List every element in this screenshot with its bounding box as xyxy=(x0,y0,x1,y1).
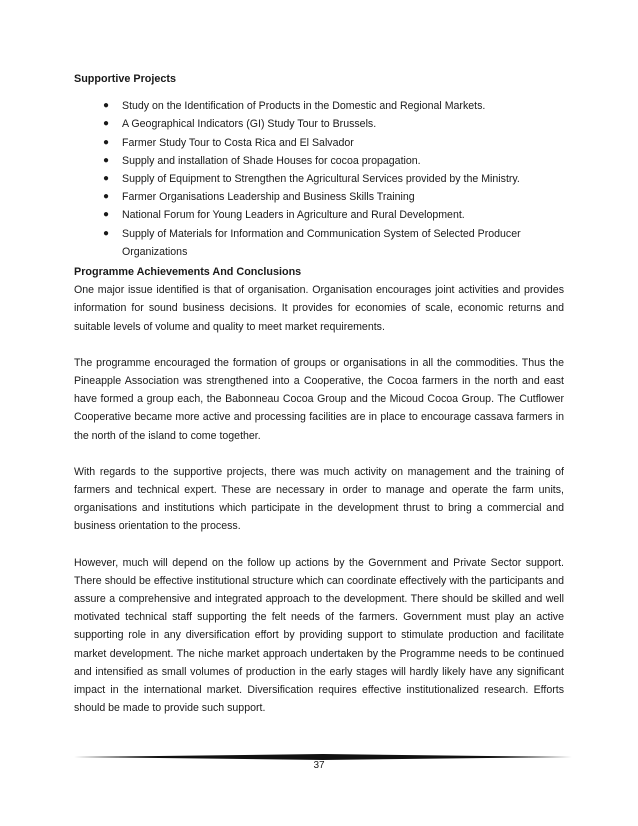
list-item xyxy=(103,170,564,188)
page-number: 37 xyxy=(313,760,325,771)
bullet-icon: ● xyxy=(103,209,110,221)
bullet-icon: ● xyxy=(103,154,110,166)
page-content xyxy=(74,70,564,736)
list-item-text: A Geographical Indicators (GI) Study Tour to Brussels. xyxy=(122,118,377,131)
paragraph-follow-up: However, much will depend on the follow up actions by the Government and Private Sector support. There should be effective institutional structure which can coordinate effectively with the participants and assure a comprehensive and integrated approach to the development. There should be skilled and well motivated technical staff supporting the felt needs of the farmers. Government must play an active supporting role in any diversification effort by providing support to stimulate production and facilitate market development. The niche market approach undertaken by the Programme needs to be continued and intensified as small volumes of production in the early stages will hardly likely have any significant impact in the international market. Diversification requires effective institutionalized research. Efforts should be made to provide such support. xyxy=(74,556,564,715)
list-item xyxy=(103,97,564,115)
programme-achievements-heading: Programme Achievements And Conclusions xyxy=(74,266,302,279)
list-item xyxy=(103,206,564,224)
bullet-icon: ● xyxy=(103,118,110,130)
list-item-text: Supply of Equipment to Strengthen the Agricultural Services provided by the Ministry. xyxy=(122,173,520,186)
list-item xyxy=(103,115,564,133)
list-item-text: Study on the Identification of Products in the Domestic and Regional Markets. xyxy=(122,100,486,113)
paragraph-supportive-projects: With regards to the supportive projects, there was much activity on management and the training of farmers and technical expert. These are necessary in order to manage and operate the farm units, organisations and institutions which participate in the development thrust to bring a commercial and business orientation to the process. xyxy=(74,465,564,533)
list-item xyxy=(103,188,564,206)
bullet-icon: ● xyxy=(103,227,110,239)
list-item-text: Supply of Materials for Information and Communication System of Selected Producer Organizations xyxy=(122,227,521,258)
list-item-text: Supply and installation of Shade Houses for cocoa propagation. xyxy=(122,154,421,167)
bullet-icon: ● xyxy=(103,191,110,203)
list-item-text: National Forum for Young Leaders in Agriculture and Rural Development. xyxy=(122,209,465,222)
bullet-icon: ● xyxy=(103,173,110,185)
paragraph-groups: The programme encouraged the formation of groups or organisations in all the commodities. Thus the Pineapple Association was strengthened into a Cooperative, the Cocoa farmers in the north and east have formed a group each, the Babonneau Cocoa Group and the Micoud Cocoa Group. The Cutflower Cooperative became more active and processing facilities are in place to encourage cassava farmers in the north of the island to come together. xyxy=(74,356,564,442)
list-item xyxy=(103,225,564,261)
list-item xyxy=(103,152,564,170)
list-item-text: Farmer Organisations Leadership and Business Skills Training xyxy=(122,191,415,204)
bullet-icon: ● xyxy=(103,136,110,148)
supportive-projects-list xyxy=(74,97,564,261)
list-item-text: Farmer Study Tour to Costa Rica and El Salvador xyxy=(122,136,354,149)
paragraph-organisation: One major issue identified is that of organisation. Organisation encourages joint activities and provides information for sound business decisions. It provides for economies of scale, economic returns and suitable levels of volume and quality to meet market requirements. xyxy=(74,284,564,333)
supportive-projects-heading: Supportive Projects xyxy=(74,73,176,85)
list-item xyxy=(103,134,564,152)
bullet-icon: ● xyxy=(103,100,110,112)
